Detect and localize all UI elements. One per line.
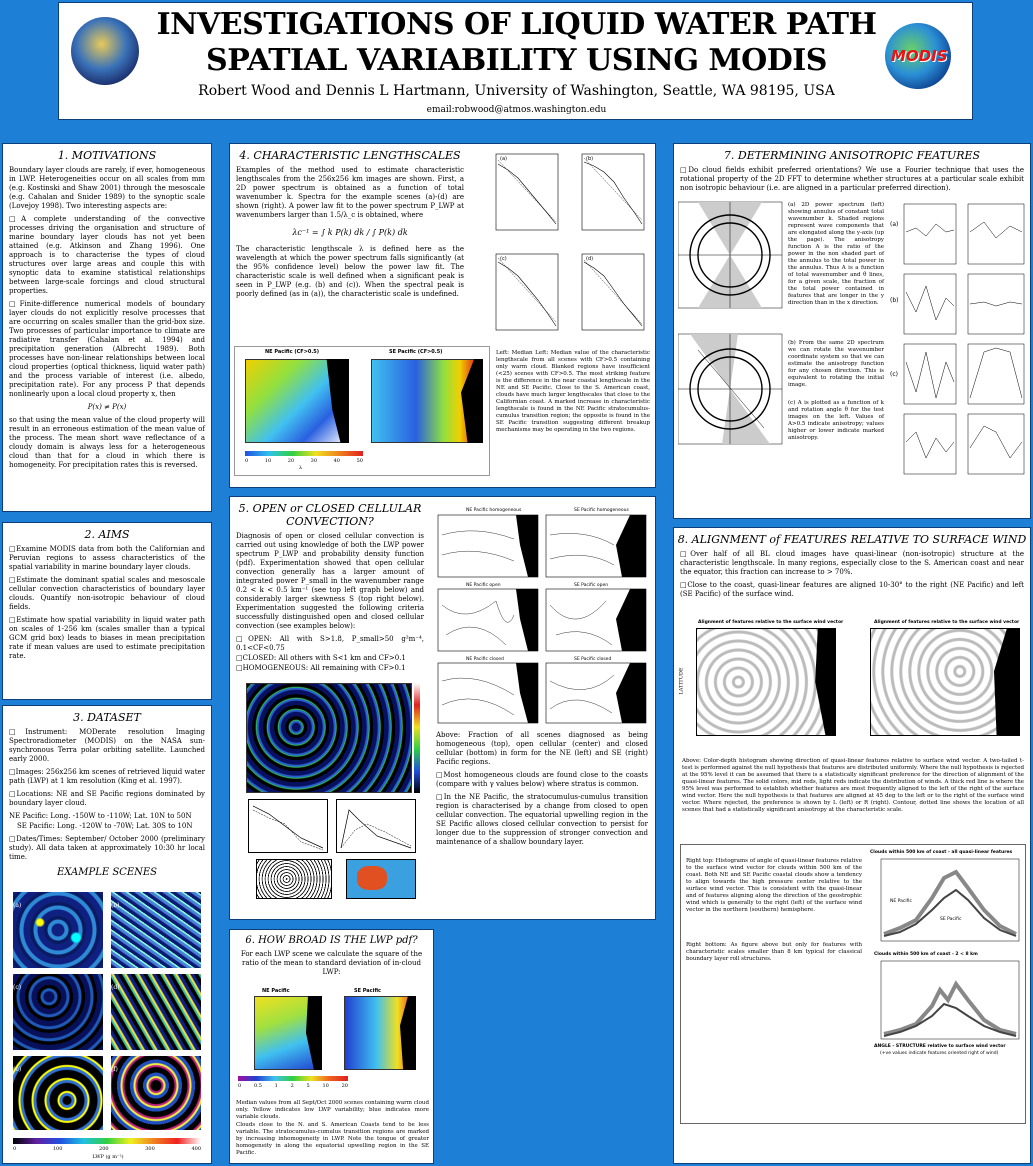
spectrum-label: (d) xyxy=(586,256,594,262)
criteria-homogeneous: □ HOMOGENEOUS: All remaining with CF>0.1 xyxy=(236,664,424,673)
scene-colorbar-unit: LWP (g m⁻²) xyxy=(92,1154,124,1160)
series-label: SE Pacific xyxy=(940,917,962,922)
map-label: NE Pacific open xyxy=(466,583,501,588)
histogram-caption-1: Right top: Histograms of angle of quasi-linear features relative to the surface wind vector for clouds within 500 km of the coast. Both NE and SE Pacific coastal clouds show a tendency to align towards the high pressure center relative to the surface wind vector. This is consistent with the quasi-linear and of features aligning along the direction of the geostrophic wind which is generally to the right (left) of the surface wind vector in the northern (southern) hemisphere. xyxy=(686,858,862,913)
spectra-grid xyxy=(478,150,650,340)
map-title: SE Pacific (CF>0.5) xyxy=(389,349,443,355)
paragraph: □ Estimate how spatial variability in liquid water path on scales of 1-256 km (scales smaller than a typical GCM grid box) leads to biases in mean precipitation rate if mean values are used to estimate precipitation rate. xyxy=(9,616,205,661)
fraction-maps-caption: Above: Fraction of all scenes diagnosed as being homogeneous (top), open cellular (center) and closed cellular (bottom) in form for the NE (left) and SE (right) Pacific regions. xyxy=(436,731,648,766)
poster-title-line2: SPATIAL VARIABILITY USING MODIS xyxy=(206,43,827,78)
map-label: SE Pacific homogeneous xyxy=(574,508,629,513)
section-alignment xyxy=(673,527,1031,1164)
tick-label: 10 xyxy=(264,458,272,464)
histogram-title-top: Clouds within 500 km of coast - all quasi-linear features xyxy=(870,850,1013,855)
axis-label: LATITUDE xyxy=(678,667,685,695)
angle-histogram-bottom xyxy=(880,960,1020,1040)
anisotropy-caption-c: (c) A is plotted as a function of k and rotation angle θ for the test images on the left. Values of A>0.5 indicate anisotropy; values higher or lower indicate marked anisotropy. xyxy=(788,400,884,441)
paragraph: Examples of the method used to estimate characteristic lengthscales from the 256x256 km images are shown. First, a 2D power spectrum is obtained as a function of total wavenumber k. Spectra for the example scenes (a)-(d) are shown (right). A power law fit to the power spectrum P_LWP at wavenumbers larger than 1.5/λ_c is obtained, where xyxy=(236,166,464,219)
scene-image xyxy=(111,1056,201,1130)
map-title: NE Pacific xyxy=(262,988,290,994)
section-title: 7. DETERMINING ANISOTROPIC FEATURES xyxy=(723,149,981,162)
paragraph: NE Pacific: Long. -150W to -110W; Lat. 10N to 50N xyxy=(9,812,192,820)
tick-label: 2 xyxy=(290,1083,294,1089)
map-title: SE Pacific xyxy=(354,988,382,994)
scene-label: (b) xyxy=(111,902,120,909)
gamma-colorbar xyxy=(238,1076,348,1081)
tick-label: 100 xyxy=(52,1146,63,1152)
fraction-maps-grid xyxy=(436,505,652,725)
paragraph: □ Dates/Times: September/ October 2000 (preliminary study). All data taken at approximately 10:30 hr local time. xyxy=(9,835,205,862)
scene-image xyxy=(111,892,201,968)
histogram-title-bottom: Clouds within 500 km of coast - 2 < 8 km xyxy=(874,952,978,957)
map-label: SE Pacific closed xyxy=(574,657,612,662)
modis-globe-icon xyxy=(885,23,951,89)
histogram-caption-2: Right bottom: As figure above but only for features with characteristic scales smaller than 8 km typical for classical boundary layer roll structures. xyxy=(686,942,862,962)
scatter-graph xyxy=(256,859,332,899)
alignment-maps-caption: Above: Color-depth histogram showing direction of quasi-linear features relative to surface wind vector. A two-tailed t-test is performed against the null hypothesis that features are distributed uniformly. Where the null hypothesis is rejected at the 95% level it can be assumed that there is a statistically significant preference for the direction of alignment of the quasi-linear features. The solid colors, mid reds, light reds indicate the distribution of winds. A thick red line is where the 95% level was performed to establish whether features are most frequently aligned to the left of the right of the surface wind vector. Here the null hypothesis is that features are aligned at 45 deg to the left or to the right of the surface wind vector. Where rejected, the preference is shown by L (left) or R (right). Contour, dotted line shows the location of all scenes that had a statistically significant anisotropy at the characteristic scale. xyxy=(682,758,1024,813)
authors: Robert Wood and Dennis L Hartmann, University of Washington, Seattle, WA 98195, USA xyxy=(198,83,835,99)
section-lwp-pdf xyxy=(229,929,434,1164)
cellular-scene-image xyxy=(246,683,412,793)
section-cellular xyxy=(229,496,656,920)
criteria-closed: □ CLOSED: All others with S<1 km and CF>0.1 xyxy=(236,654,424,663)
tick-label: 0.5 xyxy=(253,1083,262,1089)
scene-colorbar xyxy=(13,1138,201,1144)
tick-label: 5 xyxy=(306,1083,310,1089)
paragraph: so that using the mean value of the cloud property will result in an erroneous estimation of the mean value of the process. The mean short wave reflectance of a cloudy domain is always less for a heterogeneous cloud than that for a cloud in which there is homogeneity. For precipitation rates this is reversed. xyxy=(9,416,205,469)
poster-title-line1: INVESTIGATIONS OF LIQUID WATER PATH xyxy=(156,7,877,42)
scene-label: (f) xyxy=(111,1066,118,1073)
power-spectra-plots xyxy=(478,150,650,340)
lengthscale-maps-figure xyxy=(234,346,490,476)
open-cell-region xyxy=(357,866,387,890)
paragraph: □ Instrument: MODerate resolution Imaging Spectroradiometer (MODIS) on the NASA sun-synchronous Terra polar orbiting satellite. Launched early 2000. xyxy=(9,728,205,764)
map-label: NE Pacific closed xyxy=(466,657,504,662)
example-scenes-title: EXAMPLE SCENES xyxy=(56,867,158,878)
paragraph: □ Estimate the dominant spatial scales and mesoscale cellular convection characteristics of boundary layer clouds. Quantify non-isotropic behaviour of cloud fields. xyxy=(9,576,205,612)
paragraph: □ Examine MODIS data from both the Californian and Peruvian regions to assess characteristics of the spatial variability in marine boundary layer clouds. xyxy=(9,545,205,572)
section-anisotropic xyxy=(673,143,1031,519)
fraction-contour-maps xyxy=(436,505,652,725)
lengthscale-colorbar xyxy=(245,451,363,456)
lengthscale-caption: Left: Median Left: Median value of the characteristic lengthscale from all scenes with CF>0.5 containing only warm cloud. Blanked regions have insufficient (<25) scenes with CF>0.5. The most striking feature is the difference in the near coastal lengthscale in the NE and SE Pacific. Close to the S. American coast, clouds have much larger lengthscales that close to the Californian coast. A marked increase in characteristic lengthscale is found in the NE Pacific stratocumulus-cumulus transition region; the opposite is found in the SE Pacific transition suggesting different breakup mechanisms may be operating in the two regions. xyxy=(496,350,650,433)
example-scenes-grid xyxy=(13,892,203,1134)
header-panel xyxy=(58,2,973,120)
paragraph: □ Finite-difference numerical models of boundary layer clouds do not explicitly resolve processes that are occurring on scales smaller than the grid-box size. Two processes of particular importance to climate are radiative transfer (Cahalan et al. 1994) and precipitation generation (Albrecht 1989). Both processes have non-linear relationships between local cloud properties (optical thickness, liquid water path) and the process variable of interest (i.e. albedo, precipitation rate). For any process P that depends nonlinearly upon a local cloud property x, then xyxy=(9,300,205,399)
section-lengthscales xyxy=(229,143,656,488)
spectrum-label: (b) xyxy=(586,156,594,162)
section-title: 4. CHARACTERISTIC LENGTHSCALES xyxy=(239,149,461,162)
tick-label: 0 xyxy=(245,458,249,464)
paragraph: □ Images: 256x256 km scenes of retrieved liquid water path (LWP) at 1 km resolution (King et al. 1997). xyxy=(9,768,205,786)
section-motivations xyxy=(2,143,212,512)
spectrum-label: (c) xyxy=(500,256,507,262)
equation: λc⁻¹ = ∫ k P(k) dk / ∫ P(k) dk xyxy=(292,228,408,237)
tick-label: 20 xyxy=(287,458,295,464)
section-title: 8. ALIGNMENT of FEATURES RELATIVE TO SURFACE WIND xyxy=(677,533,1027,546)
paragraph: □ Most homogeneous clouds are found close to the coasts (compare with γ values below) where stratus is common. xyxy=(436,771,648,789)
histogram-xlabel: ANGLE - STRUCTURE relative to surface wind vector xyxy=(874,1044,1006,1049)
scene-label: (e) xyxy=(13,1066,22,1073)
ne-pacific-alignment-map xyxy=(696,628,836,736)
colorbar-unit: λ xyxy=(299,465,303,471)
plot-label: (a) xyxy=(890,221,899,228)
classification-map xyxy=(346,859,416,899)
paragraph: □ Locations: NE and SE Pacific regions dominated by boundary layer cloud. xyxy=(9,790,205,808)
scene-label: (c) xyxy=(13,984,22,991)
scene-colorbar xyxy=(414,683,420,793)
paragraph: SE Pacific: Long. -120W to -70W; Lat. 30S to 10N xyxy=(17,822,193,830)
scene-image xyxy=(13,1056,103,1130)
tick-label: 30 xyxy=(310,458,318,464)
modis-logo-text: MODIS xyxy=(891,47,948,65)
email: email:robwood@atmos.washington.edu xyxy=(426,105,607,115)
section-dataset xyxy=(2,705,212,1164)
gamma-caption-1: Median values from all Sept/Oct 2000 scenes containing warm cloud only. Yellow indicates low LWP variability; blue indicates more variable clouds. xyxy=(236,1100,429,1120)
plot-label: (c) xyxy=(890,371,898,378)
tick-label: 0 xyxy=(238,1083,242,1089)
equation: P(x) ≠ P(x) xyxy=(87,403,127,411)
pdf-curves xyxy=(337,800,415,852)
paragraph: Boundary layer clouds are rarely, if ever, homogeneous in LWP. Heterogeneities occur on all scales from mm (e.g. Kostinski and Shaw 2001) through the mesoscale (e.g. Cahalan and Snider 1989) to the synoptic scale (Lovejoy 1998). Two interesting aspects are: xyxy=(9,166,205,210)
section-title: 5. OPEN or CLOSED CELLULAR CONVECTION? xyxy=(238,502,422,528)
tick-label: 50 xyxy=(356,458,363,464)
section-title: 2. AIMS xyxy=(84,528,130,541)
paragraph: □ Over half of all BL cloud images have quasi-linear (non-isotropic) structure at the characteristic lengthscale. In many regions, especially close to the S. American coast and near the equator, this fraction can increase to > 70%. xyxy=(680,550,1024,577)
colorbar-ticks xyxy=(238,1083,348,1089)
paragraph: Diagnosis of open or closed cellular convection is carried out using knowledge of both the LWP power spectrum P_LWP and probability density function (pdf). Experimentation showed that open cellular convection generally has a larger amount of integrated power P_small in the wavenumber range 0.2 < k < 0.5 km⁻¹ (see top left graph below) and considerably larger skewness S (top right below). Experimentation suggested the following criteria successfully distinguished open and closed cellular convection (see examples below): xyxy=(236,532,424,630)
tick-label: 10 xyxy=(322,1083,329,1089)
scene-label: (d) xyxy=(111,984,120,991)
section-aims xyxy=(2,522,212,700)
angle-histogram-top xyxy=(880,858,1020,942)
section-title: 3. DATASET xyxy=(73,711,141,724)
plot-label: (b) xyxy=(890,297,899,304)
section-title: 6. HOW BROAD IS THE LWP pdf? xyxy=(245,935,418,946)
scene-image xyxy=(13,974,103,1050)
power-spectrum-graph xyxy=(248,799,328,853)
paragraph: □ A complete understanding of the convective processes driving the organisation and structure of marine boundary layer clouds has not yet been attained (e.g. Atkinson and Zhang 1996). One approach is to characterise the types of cloud structures over large areas and couple this with synoptic data to examine statistical relationships between large-scale forcings and cloud structural properties. xyxy=(9,215,205,296)
scene-colorbar-ticks xyxy=(13,1146,201,1152)
map-title: Alignment of features relative to the surface wind vector xyxy=(874,620,1020,625)
scene-image xyxy=(13,892,103,968)
tick-label: 0 xyxy=(13,1146,17,1152)
anisotropy-plots xyxy=(888,202,1028,512)
paragraph: □ Close to the coast, quasi-linear features are aligned 10-30° to the right (NE Pacific) and left (SE Pacific) of the surface wind. xyxy=(680,581,1024,599)
paragraph: □ Do cloud fields exhibit preferred orientations? We use a Fourier technique that uses the rotational property of the 2D FFT to determine whether structures at a particular scale exhibit non isotropic behaviour (i.e. are aligned in a particular preferred direction). xyxy=(680,166,1024,193)
pdf-graph xyxy=(336,799,416,853)
tick-label: 40 xyxy=(333,458,340,464)
scene-label: (a) xyxy=(13,902,22,909)
tick-label: 1 xyxy=(274,1083,278,1089)
map-label: SE Pacific open xyxy=(574,583,609,588)
anisotropy-caption-a: (a) 2D power spectrum (left) showing annulus of constant total wavenumber k. Shaded regions represent wave components that are elongated along the y-axis (up the page). The anisotropy function A is the ratio of the power in the non shaded part of the annulus to the total power in the annulus. Thus A is a function of total wavenumber and θ lines, for a given scale, the fraction of the total power contained in features that are longer in the y direction than in the x direction. xyxy=(788,202,884,306)
tick-label: 300 xyxy=(145,1146,155,1152)
criteria-open: □ OPEN: All with S>1.8, P_small>50 g²m⁻⁴, 0.1<CF<0.75 xyxy=(236,635,424,653)
annulus-diagrams xyxy=(678,200,788,450)
map-title: Alignment of features relative to the surface wind vector xyxy=(698,620,844,625)
tick-label: 200 xyxy=(99,1146,109,1152)
section-title: 1. MOTIVATIONS xyxy=(57,149,157,162)
tick-label: 400 xyxy=(191,1146,201,1152)
map-label: NE Pacific homogeneous xyxy=(466,508,522,513)
map-title: NE Pacific (CF>0.5) xyxy=(265,349,320,355)
paragraph: □ In the NE Pacific, the stratocumulus-cumulus transition region is characterised by a change from closed to open cellular convection. The equatorial upwelling region in the SE Pacific allows closed cellular convection to persist for longer due to the suppression of stronger convection and maintenance of a shallow boundary layer. xyxy=(436,793,648,847)
paragraph: For each LWP scene we calculate the square of the ratio of the mean to standard deviation of in-cloud LWP: xyxy=(240,950,423,976)
histogram-xnote: (+ve values indicate features oriented right of wind) xyxy=(880,1051,999,1056)
anisotropy-caption-b: (b) From the same 2D spectrum we can rotate the wavenumber coordinate system so that we can estimate the anisotropy function for any chosen direction. This is equivalent to rotating the initial image. xyxy=(788,340,884,388)
terra-logo-icon xyxy=(71,17,139,85)
power-spectrum-curves xyxy=(249,800,327,852)
scene-image xyxy=(111,974,201,1050)
paragraph: The characteristic lengthscale λ is defined here as the wavelength at which the power spectrum falls significantly (at the 95% confidence level) below the power law fit. The characteristic scale is well defined when a significant peak is seen in P_LWP (e.g. (b) and (c)). When the spectral peak is poorly defined (as in (a)), the characteristic scale is undefined. xyxy=(236,245,464,298)
series-label: NE Pacific xyxy=(890,899,912,904)
gamma-caption-2: Clouds close to the N. and S. American Coasts tend to be less variable. The stratocumulus-cumulus transition regions are marked by increasing inhomogeneity in LWP. Note the tongue of greater homogeneity in along the equatorial upwelling region in the SE Pacific. xyxy=(236,1122,429,1156)
colorbar-ticks xyxy=(245,458,363,464)
tick-label: 20 xyxy=(341,1083,348,1089)
spectrum-label: (a) xyxy=(500,156,507,162)
